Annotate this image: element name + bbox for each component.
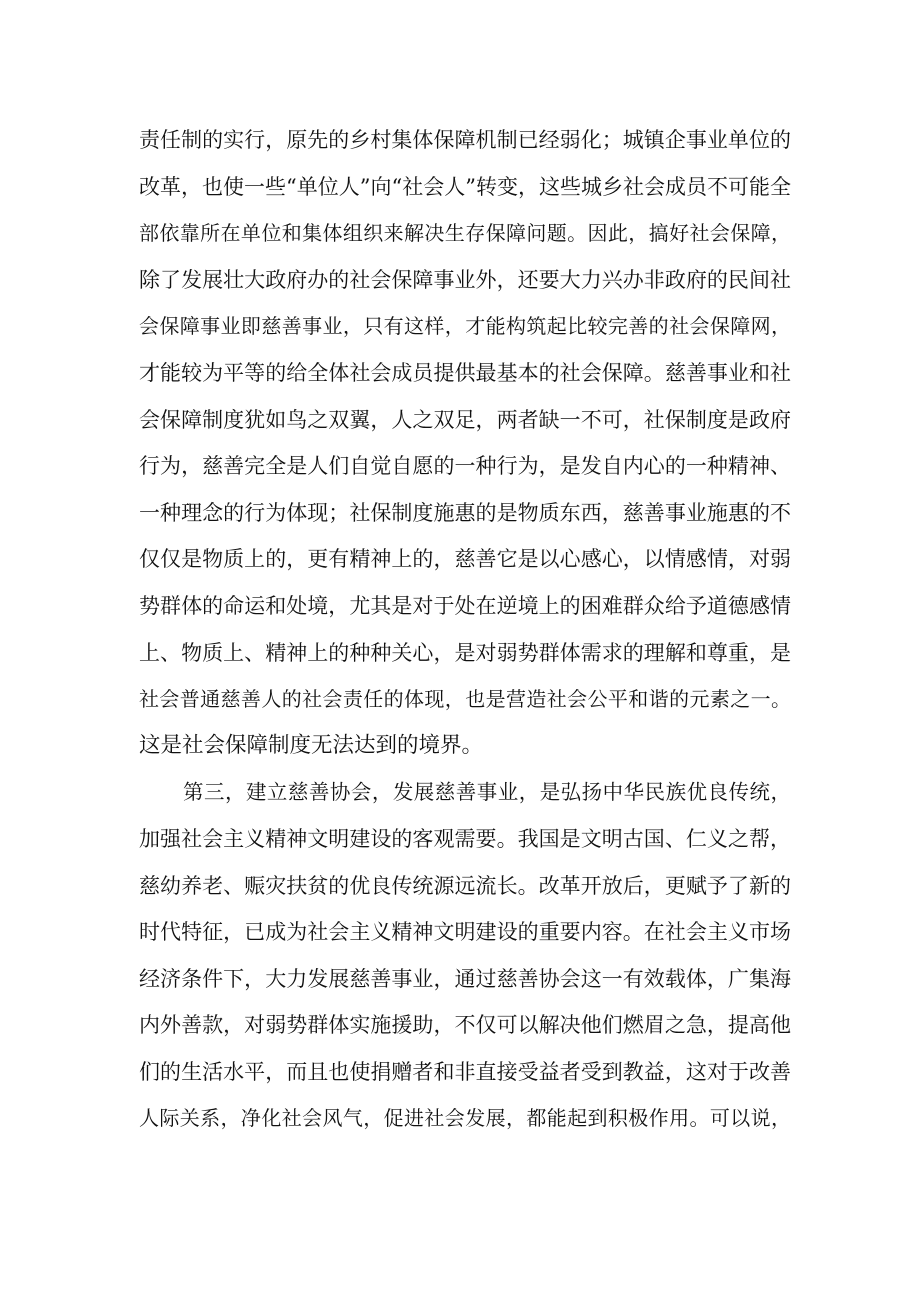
text-line: 会保障事业即慈善事业，只有这样，才能构筑起比较完善的社会保障网， [139, 314, 791, 339]
text-line: 一种理念的行为体现；社保制度施惠的是物质东西，慈善事业施惠的不 [139, 500, 791, 525]
text-line: 慈幼养老、赈灾扶贫的优良传统源远流长。改革开放后，更赋予了新的 [139, 873, 791, 898]
paragraph-end-line: 这是社会保障制度无法达到的境界。 [139, 732, 484, 758]
text-line: 行为，慈善完全是人们自觉自愿的一种行为，是发自内心的一种精神、 [139, 454, 791, 479]
paragraph-first-line: 第三，建立慈善协会，发展慈善事业，是弘扬中华民族优良传统， [183, 780, 791, 805]
text-line: 才能较为平等的给全体社会成员提供最基本的社会保障。慈善事业和社 [139, 360, 791, 385]
text-line: 除了发展壮大政府办的社会保障事业外，还要大力兴办非政府的民间社 [139, 267, 791, 292]
text-line: 人际关系，净化社会风气，促进社会发展，都能起到积极作用。可以说， [139, 1106, 791, 1131]
text-line: 社会普通慈善人的社会责任的体现，也是营造社会公平和谐的元素之一。 [139, 687, 791, 712]
text-line: 改革，也使一些“单位人”向“社会人”转变，这些城乡社会成员不可能全 [139, 174, 791, 199]
text-line: 仅仅是物质上的，更有精神上的，慈善它是以心感心，以情感情，对弱 [139, 547, 791, 572]
text-line: 部依靠所在单位和集体组织来解决生存保障问题。因此，搞好社会保障， [139, 221, 791, 246]
text-line: 加强社会主义精神文明建设的客观需要。我国是文明古国、仁义之帮， [139, 826, 791, 851]
text-line: 内外善款，对弱势群体实施援助，不仅可以解决他们燃眉之急，提高他 [139, 1013, 791, 1038]
text-line: 上、物质上、精神上的种种关心，是对弱势群体需求的理解和尊重，是 [139, 640, 791, 665]
text-line: 势群体的命运和处境，尤其是对于处在逆境上的困难群众给予道德感情 [139, 593, 791, 618]
text-line: 经济条件下，大力发展慈善事业，通过慈善协会这一有效载体，广集海 [139, 966, 791, 991]
text-line: 们的生活水平，而且也使捐赠者和非直接受益者受到教益，这对于改善 [139, 1059, 791, 1084]
text-line: 时代特征，已成为社会主义精神文明建设的重要内容。在社会主义市场 [139, 920, 791, 945]
body-text [139, 117, 791, 1142]
text-line: 会保障制度犹如鸟之双翼，人之双足，两者缺一不可，社保制度是政府 [139, 407, 791, 432]
text-line: 责任制的实行，原先的乡村集体保障机制已经弱化；城镇企事业单位的 [139, 128, 791, 152]
